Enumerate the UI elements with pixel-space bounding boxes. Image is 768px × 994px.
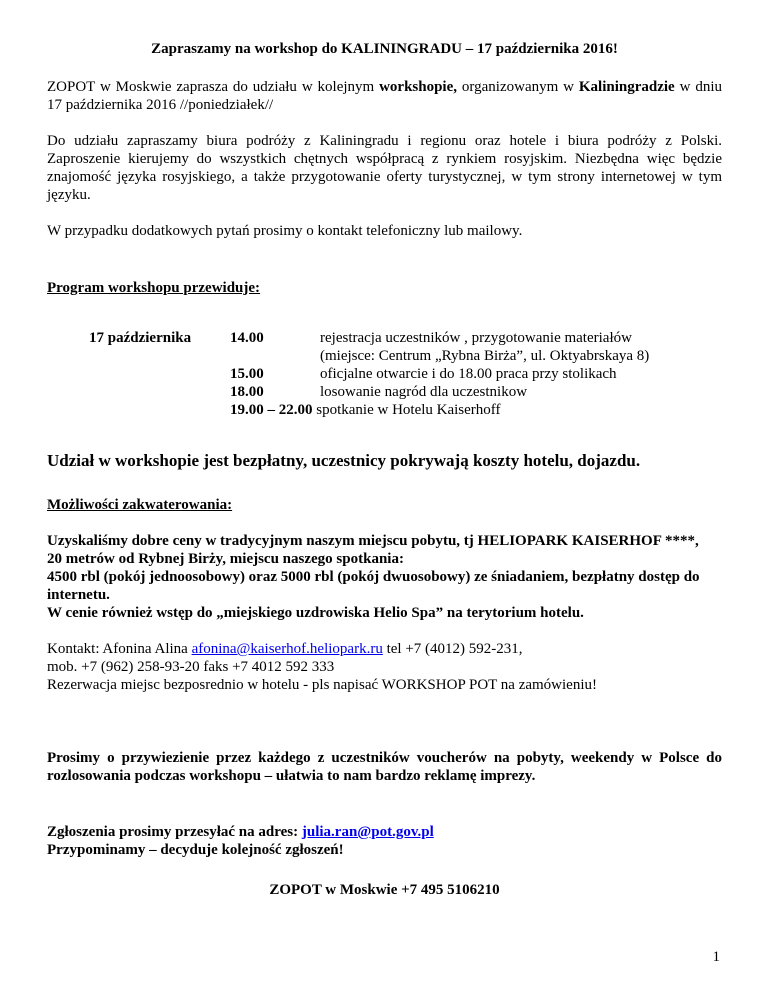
submissions-line bbox=[47, 823, 722, 841]
intro-bold-city: Kaliningradzie bbox=[578, 79, 675, 95]
program-desc: spotkanie w Hotelu Kaiserhoff bbox=[312, 402, 501, 418]
hotel-contact bbox=[47, 640, 722, 694]
program-desc: losowanie nagród dla uczestnikow bbox=[320, 384, 528, 400]
accommodation-line: 20 metrów od Rybnej Birży, miejscu naszego spotkania: bbox=[47, 551, 404, 567]
page-number: 1 bbox=[712, 949, 720, 965]
program-row bbox=[230, 347, 649, 365]
submissions-reminder: Przypominamy – decyduje kolejność zgłoszeń! bbox=[47, 842, 344, 858]
program-desc: rejestracja uczestników , przygotowanie materiałów bbox=[320, 330, 632, 346]
accommodation-line: 4500 rbl (pokój jednoosobowy) oraz 5000 rbl (pokój dwuosobowy) ze śniadaniem, bezpłatny dostęp do internetu. bbox=[47, 569, 700, 603]
program-desc: (miejsce: Centrum „Rybna Birża”, ul. Oktyabrskaya 8) bbox=[320, 348, 650, 364]
invitation-paragraph: Do udziału zapraszamy biura podróży z Kaliningradu i regionu oraz hotele i biura podróży z Polski. Zaproszenie kierujemy do wszystkich chętnych współpracą z rynkiem rosyjskim. Niezbędna więc będzie znajomość języka rosyjskiego, a także przygotowanie oferty turystycznej, w tym strony internetowej w tym języku. bbox=[47, 133, 722, 203]
intro-paragraph bbox=[47, 78, 722, 114]
intro-text-1: ZOPOT w Moskwie zaprasza do udziału w kolejnym bbox=[47, 79, 380, 95]
program-row bbox=[230, 401, 501, 419]
accommodation-line: W cenie również wstęp do „miejskiego uzdrowiska Helio Spa” na terytorium hotelu. bbox=[47, 605, 584, 621]
program-heading: Program workshopu przewiduje: bbox=[47, 280, 261, 296]
contact-line: Rezerwacja miejsc bezposrednio w hotelu - pls napisać WORKSHOP POT na zamówieniu! bbox=[47, 677, 598, 693]
program-row bbox=[230, 329, 632, 347]
contact-prefix: Kontakt: Afonina Alina bbox=[47, 641, 192, 657]
submissions-prefix: Zgłoszenia prosimy przesyłać na adres: bbox=[47, 824, 302, 840]
program-schedule bbox=[47, 329, 722, 419]
accommodation-details bbox=[47, 532, 722, 622]
program-date: 17 października bbox=[89, 330, 192, 346]
hotel-email-link[interactable]: afonina@kaiserhof.heliopark.ru bbox=[191, 641, 383, 657]
program-row bbox=[230, 383, 527, 401]
program-time: 19.00 – 22.00 bbox=[230, 402, 313, 418]
document-title: Zapraszamy na workshop do KALININGRADU – 17 października 2016! bbox=[151, 41, 618, 57]
office-footer: ZOPOT w Moskwie +7 495 5106210 bbox=[269, 882, 500, 898]
program-row bbox=[230, 365, 617, 383]
intro-text-2: organizowanym w bbox=[457, 79, 579, 95]
program-desc: oficjalne otwarcie i do 18.00 praca przy stolikach bbox=[320, 366, 617, 382]
program-time: 15.00 bbox=[230, 366, 264, 382]
accommodation-line: Uzyskaliśmy dobre ceny w tradycyjnym naszym miejscu pobytu, tj HELIOPARK KAISERHOF ****, bbox=[47, 533, 699, 549]
program-time: 14.00 bbox=[230, 330, 264, 346]
accommodation-heading: Możliwości zakwaterowania: bbox=[47, 497, 233, 513]
vouchers-paragraph: Prosimy o przywiezienie przez każdego z uczestników voucherów na pobyty, weekendy w Polsce do rozlosowania podczas workshopu – ułatwia to nam bardzo reklamę imprezy. bbox=[47, 750, 722, 784]
intro-bold-workshop: workshopie, bbox=[379, 79, 458, 95]
contact-note: W przypadku dodatkowych pytań prosimy o kontakt telefoniczny lub mailowy. bbox=[47, 223, 523, 239]
contact-phone: tel +7 (4012) 592-231, bbox=[382, 641, 523, 657]
program-time: 18.00 bbox=[230, 384, 264, 400]
document-page bbox=[47, 40, 722, 899]
submissions-email-link[interactable]: julia.ran@pot.gov.pl bbox=[301, 824, 434, 840]
contact-line: mob. +7 (962) 258-93-20 faks +7 4012 592 333 bbox=[47, 659, 335, 675]
contact-line bbox=[47, 640, 722, 658]
free-participation-statement: Udział w workshopie jest bezpłatny, uczestnicy pokrywają koszty hotelu, dojazdu. bbox=[47, 451, 641, 470]
intro-text-3: w dniu 17 października 2016 //poniedziałek// bbox=[47, 79, 722, 113]
submissions-block bbox=[47, 823, 722, 859]
